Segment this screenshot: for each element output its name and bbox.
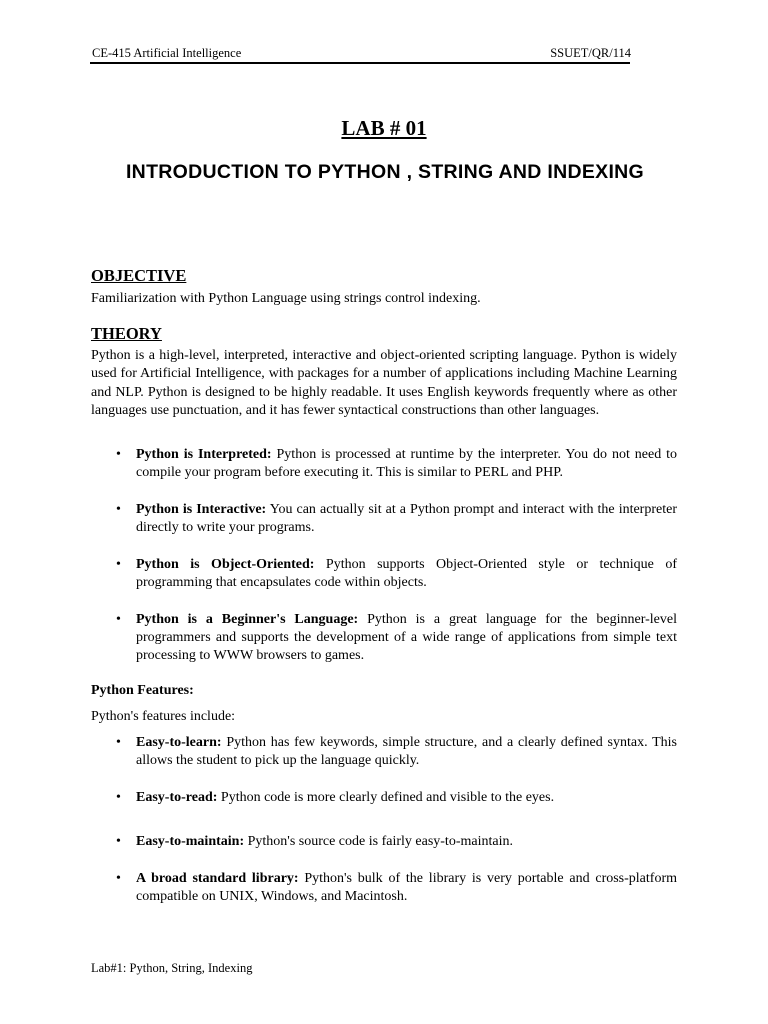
main-title: INTRODUCTION TO PYTHON , STRING AND INDEXING [125,161,645,183]
theory-heading: THEORY [91,324,162,343]
page-footer: Lab#1: Python, String, Indexing [91,961,253,975]
bullet-text: You can actually sit at a Python prompt and interact with the interpreter directly to write your programs. [136,502,677,536]
theory-text: Python is a high-level, interpreted, interactive and object-oriented scripting language. Python is widely used for Artificial Intelligence, with packages for a number of applications including Machine Learning and NLP. Python is designed to be highly readable. It uses English keywords frequently where as other languages use punctuation, and it has fewer syntactical constructions than other languages. [91,348,677,418]
header-doc-code: SSUET/QR/114 [550,46,631,60]
list-item [91,789,677,807]
objective-heading: OBJECTIVE [91,266,187,285]
list-item [91,501,677,537]
bullet-term: Python is Object-Oriented: [136,557,315,572]
bullet-icon: • [116,447,121,462]
bullet-term: Easy-to-maintain: [136,834,245,849]
bullet-term: Easy-to-learn: [136,735,222,750]
bullet-text: Python has few keywords, simple structure, and a clearly defined syntax. This allows the student to pick up the language quickly. [136,735,677,769]
bullet-text: Python is processed at runtime by the interpreter. You do not need to compile your program before executing it. This is similar to PERL and PHP. [136,447,678,481]
header-course: CE-415 Artificial Intelligence [92,46,242,60]
bullet-term: Python is Interactive: [136,502,267,517]
lab-title: LAB # 01 [341,116,427,140]
list-item [91,611,677,666]
bullet-icon: • [116,790,121,805]
objective-text: Familiarization with Python Language using strings control indexing. [91,291,481,306]
list-item [91,870,677,906]
bullet-icon: • [116,871,121,886]
bullet-term: A broad standard library: [136,871,299,886]
bullet-icon: • [116,612,121,627]
list-item [91,556,677,592]
bullet-text: Python is a great language for the beginner-level programmers and supports the development of a wide range of applications from simple text processing to WWW browsers to games. [136,612,677,664]
bullet-text: Python code is more clearly defined and visible to the eyes. [217,790,555,805]
bullet-icon: • [116,557,121,572]
list-item [91,446,677,482]
bullet-icon: • [116,502,121,517]
bullet-icon: • [116,834,121,849]
bullet-icon: • [116,735,121,750]
bullet-text: Python supports Object-Oriented style or technique of programming that encapsulates code within objects. [136,557,677,591]
list-item [91,833,677,851]
features-heading: Python Features: [91,683,194,698]
bullet-term: Python is a Beginner's Language: [136,612,359,627]
bullet-text: Python's bulk of the library is very portable and cross-platform compatible on UNIX, Windows, and Macintosh. [136,871,677,905]
list-item [91,734,677,770]
features-intro: Python's features include: [91,709,236,724]
bullet-text: Python's source code is fairly easy-to-maintain. [244,834,513,849]
bullet-term: Python is Interpreted: [136,447,272,462]
bullet-term: Easy-to-read: [136,790,218,805]
header-rule [90,62,630,64]
